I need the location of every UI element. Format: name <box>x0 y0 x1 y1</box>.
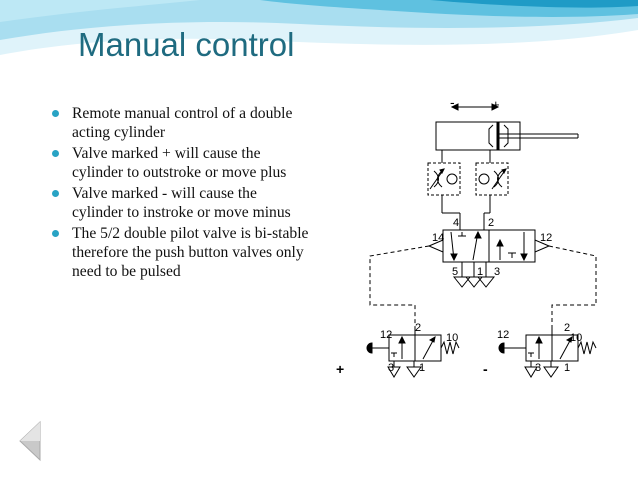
pilot-lines <box>370 246 596 327</box>
bullet-item <box>50 224 310 281</box>
bullet-item <box>50 184 310 222</box>
right-push-button-valve <box>483 322 596 377</box>
cylinder-plus-label: + <box>492 97 500 112</box>
left-port-12-label: 12 <box>380 329 393 341</box>
right-port-12-label: 12 <box>497 329 510 341</box>
pneumatic-circuit-diagram <box>330 95 620 395</box>
bullet-dot-icon <box>52 230 59 237</box>
left-push-button-valve <box>336 322 459 377</box>
port-4-label: 4 <box>453 217 460 229</box>
direction-arrow <box>450 95 500 112</box>
main-5-2-valve <box>429 217 552 287</box>
bullet-dot-icon <box>52 190 59 197</box>
left-port-3-label: 3 <box>388 362 395 374</box>
right-port-2-label: 2 <box>564 322 571 334</box>
bullet-item <box>50 144 310 182</box>
bullet-dot-icon <box>52 110 59 117</box>
left-port-1-label: 1 <box>419 362 426 374</box>
port-3-label: 3 <box>494 266 501 278</box>
flow-control-left <box>428 163 460 195</box>
left-port-2-label: 2 <box>415 322 422 334</box>
port-12-label: 12 <box>540 232 553 244</box>
bullet-item <box>50 104 310 142</box>
bullet-text: The 5/2 double pilot valve is bi-stable therefore the push button valves only need to be pulsed <box>72 225 309 280</box>
right-port-10-label: 10 <box>570 332 583 344</box>
bullet-dot-icon <box>52 150 59 157</box>
page-title: Manual control <box>78 26 295 63</box>
port-5-label: 5 <box>452 266 459 278</box>
bullet-text: Valve marked - will cause the cylinder to instroke or move minus <box>72 185 291 221</box>
port-2-label: 2 <box>488 217 495 229</box>
right-port-1-label: 1 <box>564 362 571 374</box>
flow-control-right <box>476 163 508 195</box>
bullet-text: Valve marked + will cause the cylinder to outstroke or move plus <box>72 145 287 181</box>
plus-sign-label: + <box>336 361 345 377</box>
left-port-10-label: 10 <box>446 332 459 344</box>
minus-sign-label: - <box>483 361 488 377</box>
bullet-text: Remote manual control of a double acting cylinder <box>72 105 293 141</box>
cylinder-minus-label: - <box>450 95 455 110</box>
bullet-list <box>50 104 310 283</box>
double-acting-cylinder <box>436 122 578 150</box>
right-port-3-label: 3 <box>535 362 542 374</box>
port-1-label: 1 <box>477 266 484 278</box>
port-14-label: 14 <box>432 232 445 244</box>
back-arrow-icon[interactable] <box>16 420 44 462</box>
